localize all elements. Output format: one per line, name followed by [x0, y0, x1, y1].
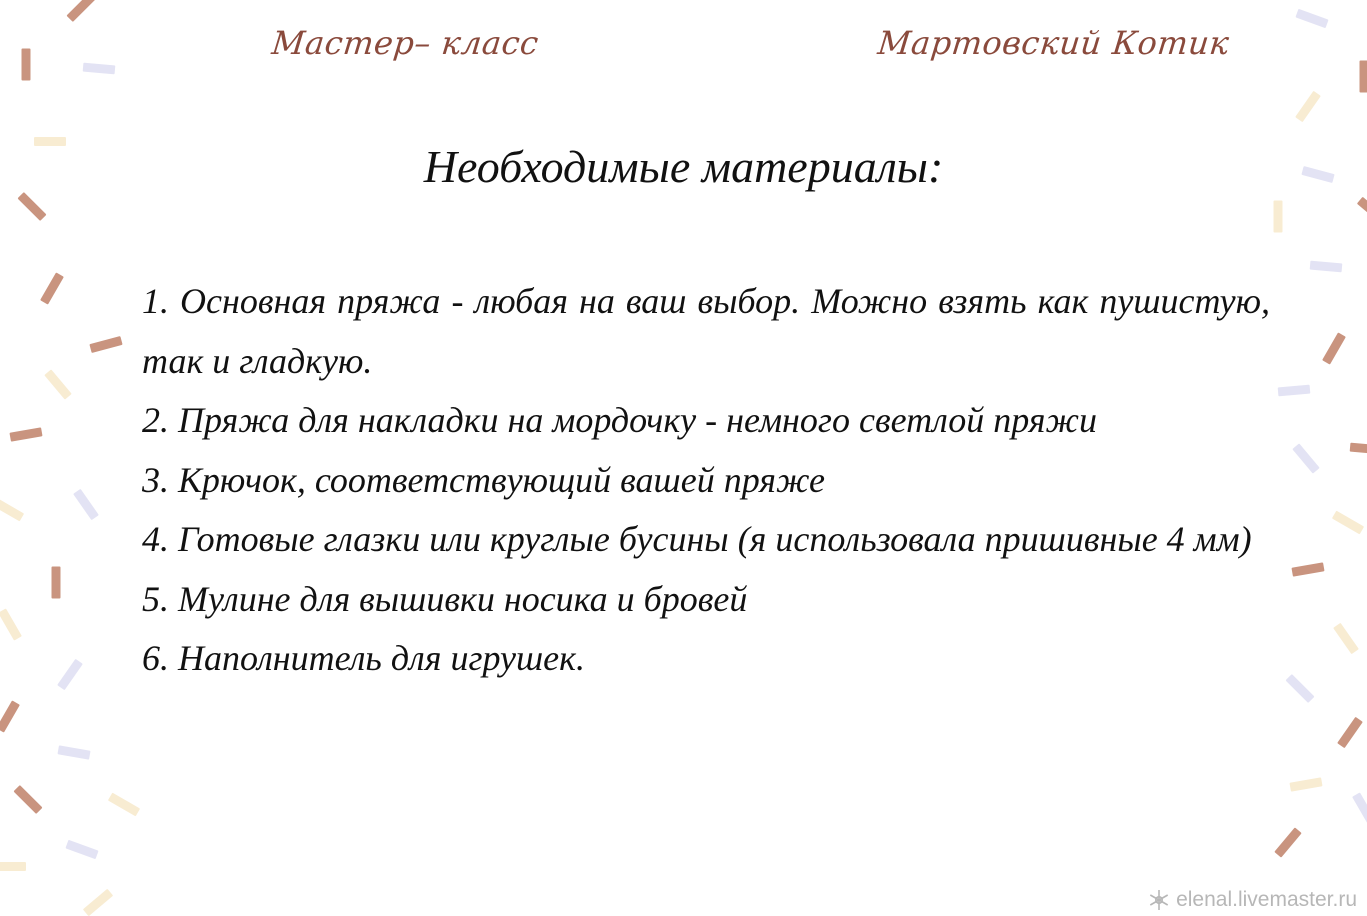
confetti-piece: [0, 700, 20, 732]
list-item: 2. Пряжа для накладки на мордочку - немного светлой пряжи: [142, 400, 1097, 440]
header-left-label: Мастер– класс: [270, 24, 541, 62]
list-item: 4. Готовые глазки или круглые бусины (я использовала пришивные 4 мм): [142, 519, 1252, 559]
confetti-piece: [1274, 827, 1301, 857]
confetti-piece: [40, 272, 64, 304]
confetti-piece: [89, 336, 122, 353]
watermark-text: elenal.livemaster.ru: [1176, 888, 1357, 911]
confetti-piece: [1289, 777, 1322, 791]
confetti-piece: [73, 489, 99, 520]
list-item: 3. Крючок, соответствующий вашей пряже: [142, 459, 825, 500]
confetti-piece: [1360, 61, 1367, 93]
materials-list: [142, 272, 1270, 689]
confetti-piece: [1352, 792, 1367, 824]
confetti-piece: [108, 793, 140, 817]
snowflake-icon: [1148, 889, 1170, 911]
confetti-piece: [1332, 511, 1364, 535]
confetti-piece: [44, 369, 71, 399]
confetti-piece: [1292, 443, 1319, 473]
confetti-piece: [65, 840, 98, 859]
confetti-piece: [1291, 562, 1324, 576]
watermark: [1148, 888, 1357, 912]
confetti-piece: [0, 498, 24, 522]
confetti-piece: [83, 889, 113, 916]
confetti-piece: [18, 192, 47, 221]
header-right-label: Мартовский Котик: [876, 24, 1232, 62]
confetti-piece: [57, 659, 83, 690]
confetti-piece: [1310, 261, 1343, 273]
confetti-piece: [1295, 91, 1321, 122]
confetti-piece: [1350, 443, 1367, 455]
list-item: 6. Наполнитель для игрушек.: [142, 638, 586, 678]
confetti-piece: [1337, 717, 1363, 748]
list-item: 1. Основная пряжа - любая на ваш выбор. Можно взять как пушистую, так и гладкую.: [142, 281, 1270, 381]
confetti-piece: [1286, 674, 1315, 703]
confetti-piece: [9, 427, 42, 441]
confetti-piece: [52, 567, 61, 599]
confetti-piece: [83, 63, 116, 75]
confetti-piece: [1333, 623, 1359, 654]
confetti-piece: [1295, 9, 1328, 28]
page-title: Необходимые материалы:: [423, 141, 944, 192]
confetti-piece: [22, 49, 31, 81]
confetti-piece: [1357, 197, 1367, 224]
confetti-piece: [57, 745, 90, 759]
confetti-piece: [0, 608, 22, 640]
confetti-piece: [0, 862, 26, 871]
confetti-piece: [1322, 332, 1346, 364]
confetti-piece: [1274, 201, 1283, 233]
confetti-piece: [14, 785, 43, 814]
confetti-piece: [67, 0, 96, 22]
list-item: 5. Мулине для вышивки носика и бровей: [142, 578, 748, 619]
confetti-piece: [1278, 385, 1311, 397]
